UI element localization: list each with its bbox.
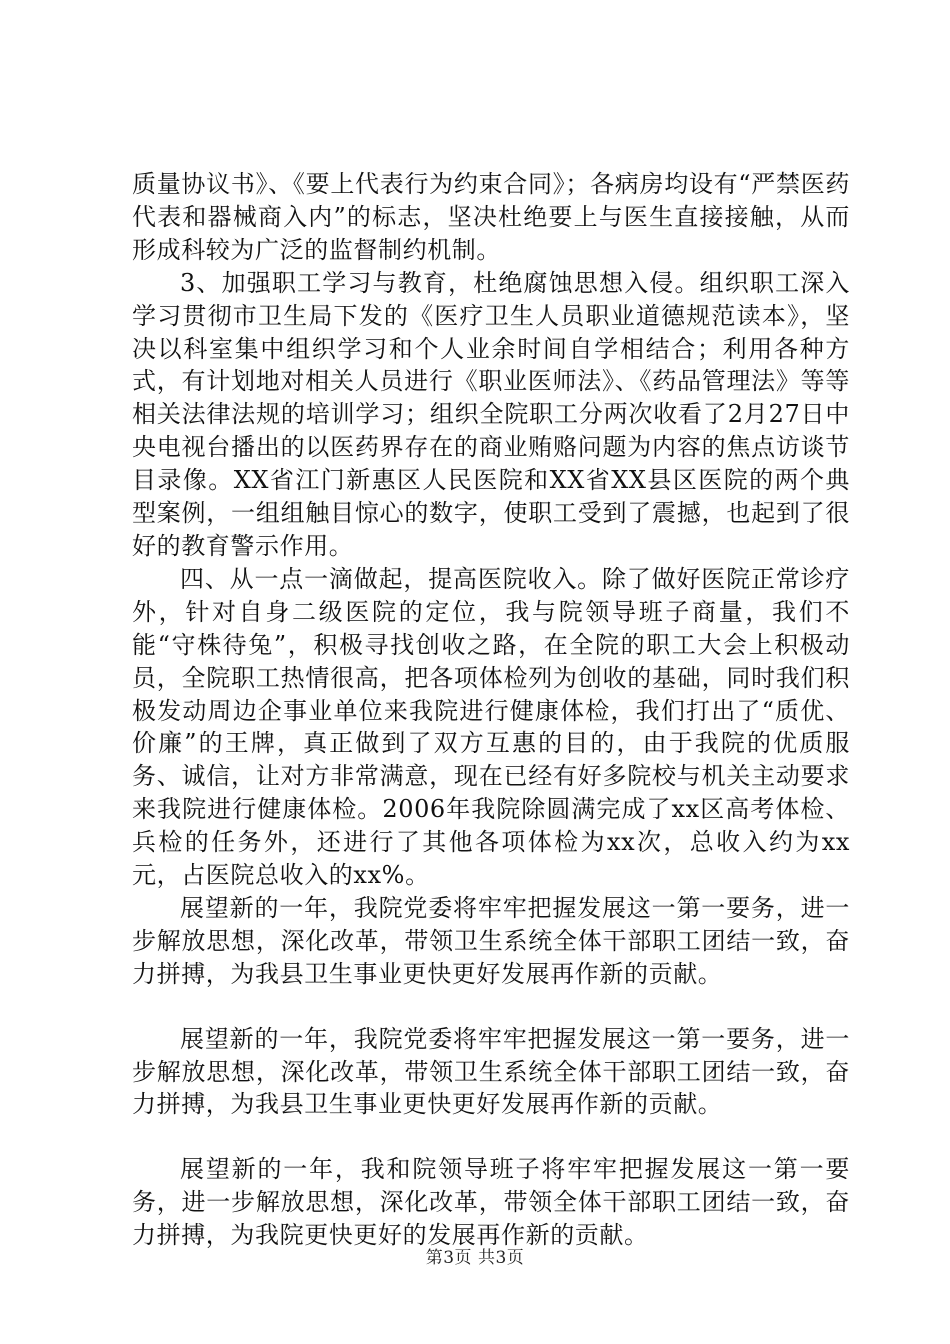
paragraph-continuation: 质量协议书》、《要上代表行为约束合同》；各病房均设有“严禁医药代表和器械商入内”的标志，坚决杜绝要上与医生直接接触，从而形成科较为广泛的监督制约机制。 bbox=[132, 170, 850, 264]
paragraph-outlook-3: 展望新的一年，我和院领导班子将牢牢把握发展这一第一要务，进一步解放思想，深化改革，带领全体干部职工团结一致，奋力拼搏，为我院更快更好的发展再作新的贡献。 bbox=[132, 1155, 850, 1250]
paragraph-outlook-2: 展望新的一年，我院党委将牢牢把握发展这一第一要务，进一步解放思想，深化改革，带领卫生系统全体干部职工团结一致，奋力拼搏，为我县卫生事业更快更好发展再作新的贡献。 bbox=[132, 1024, 850, 1119]
paragraph-hospital-income: 四、从一点一滴做起，提高医院收入。除了做好医院正常诊疗外，针对自身二级医院的定位，我与院领导班子商量，我们不能“守株待兔”，积极寻找创收之路，在全院的职工大会上积极动员，全院职工热情很高，把各项体检列为创收的基础，同时我们积极发动周边企事业单位来我院进行健康体检，我们打出了“质优、价廉”的王牌，真正做到了双方互惠的目的，由于我院的优质服务、诚信，让对方非常满意，现在已经有好多院校与机关主动要求来我院进行健康体检。2006年我院除圆满完成了xx区高考体检、兵检的任务外，还进行了其他各项体检为xx次，总收入约为xx元，占医院总收入的xx%。 bbox=[132, 564, 850, 890]
page-number-footer: 第3页 共3页 bbox=[425, 1248, 525, 1268]
paragraph-staff-education: 3、加强职工学习与教育，杜绝腐蚀思想入侵。组织职工深入学习贯彻市卫生局下发的《医疗卫生人员职业道德规范读本》，坚决以科室集中组织学习和个人业余时间自学相结合；利用各种方式，有计划地对相关人员进行《职业医师法》、《药品管理法》等等相关法律法规的培训学习；组织全院职工分两次收看了2月27日中央电视台播出的以医药界存在的商业贿赂问题为内容的焦点访谈节目录像。XX省江门新惠区人民医院和XX省XX县区医院的两个典型案例，一组组触目惊心的数字，使职工受到了震撼，也起到了很好的教育警示作用。 bbox=[132, 268, 850, 560]
document-body bbox=[132, 168, 850, 1252]
paragraph-outlook-1: 展望新的一年，我院党委将牢牢把握发展这一第一要务，进一步解放思想，深化改革，带领卫生系统全体干部职工团结一致，奋力拼搏，为我县卫生事业更快更好发展再作新的贡献。 bbox=[132, 893, 850, 988]
